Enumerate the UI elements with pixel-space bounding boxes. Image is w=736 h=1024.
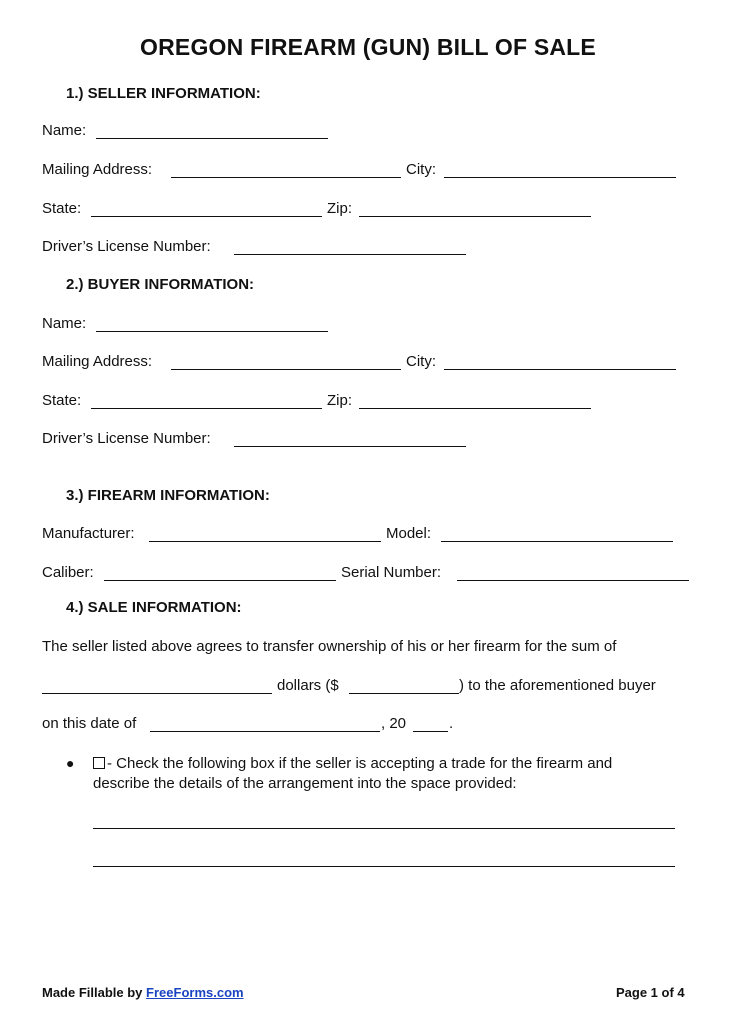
buyer-state-field[interactable] xyxy=(91,408,322,409)
buyer-city-label: City: xyxy=(406,353,436,370)
firearm-section-heading: 3.) FIREARM INFORMATION: xyxy=(66,487,270,504)
model-label: Model: xyxy=(386,525,432,542)
buyer-zip-label: Zip: xyxy=(327,392,353,409)
manufacturer-field[interactable] xyxy=(149,541,381,542)
seller-zip-field[interactable] xyxy=(359,216,591,217)
seller-state-label: State: xyxy=(42,200,82,217)
caliber-label: Caliber: xyxy=(42,564,94,581)
seller-city-field[interactable] xyxy=(444,177,676,178)
seller-name-label: Name: xyxy=(42,122,87,139)
buyer-name-field[interactable] xyxy=(96,331,328,332)
sale-amount-number-field[interactable] xyxy=(349,693,459,694)
sale-section-heading: 4.) SALE INFORMATION: xyxy=(66,599,242,616)
buyer-license-label: Driver’s License Number: xyxy=(42,430,211,447)
seller-zip-label: Zip: xyxy=(327,200,353,217)
date-prefix-text: on this date of xyxy=(42,715,137,732)
trade-checkbox[interactable] xyxy=(93,757,105,769)
serial-number-label: Serial Number: xyxy=(341,564,442,581)
footer-credit xyxy=(42,985,244,1000)
seller-address-field[interactable] xyxy=(171,177,401,178)
sale-amount-words-field[interactable] xyxy=(42,693,272,694)
seller-license-field[interactable] xyxy=(234,254,466,255)
buyer-city-field[interactable] xyxy=(444,369,676,370)
document-title: OREGON FIREARM (GUN) BILL OF SALE xyxy=(140,34,596,60)
buyer-zip-field[interactable] xyxy=(359,408,591,409)
trade-instruction-line1: - Check the following box if the seller is accepting a trade for the firearm and xyxy=(107,755,613,772)
seller-state-field[interactable] xyxy=(91,216,322,217)
date-period: . xyxy=(449,715,454,732)
seller-license-label: Driver’s License Number: xyxy=(42,238,211,255)
seller-section-heading: 1.) SELLER INFORMATION: xyxy=(66,85,261,102)
sale-year-field[interactable] xyxy=(413,731,448,732)
manufacturer-label: Manufacturer: xyxy=(42,525,135,542)
trade-details-line-2[interactable] xyxy=(93,866,675,867)
buyer-text: ) to the aforementioned buyer xyxy=(459,677,656,694)
trade-instruction-line2: describe the details of the arrangement into the space provided: xyxy=(93,775,517,792)
buyer-license-field[interactable] xyxy=(234,446,466,447)
buyer-address-field[interactable] xyxy=(171,369,401,370)
buyer-address-label: Mailing Address: xyxy=(42,353,153,370)
sale-date-field[interactable] xyxy=(150,731,380,732)
caliber-field[interactable] xyxy=(104,580,336,581)
sale-terms-text: The seller listed above agrees to transfer ownership of his or her firearm for the sum of xyxy=(42,638,617,655)
dollars-text: dollars ($ xyxy=(277,677,339,694)
year-prefix-text: , 20 xyxy=(381,715,407,732)
page-number: Page 1 of 4 xyxy=(616,985,685,1000)
buyer-state-label: State: xyxy=(42,392,82,409)
freeforms-link[interactable]: FreeForms.com xyxy=(146,985,244,1000)
trade-details-line-1[interactable] xyxy=(93,828,675,829)
serial-number-field[interactable] xyxy=(457,580,689,581)
buyer-section-heading: 2.) BUYER INFORMATION: xyxy=(66,276,255,293)
seller-address-label: Mailing Address: xyxy=(42,161,153,178)
model-field[interactable] xyxy=(441,541,673,542)
seller-name-field[interactable] xyxy=(96,138,328,139)
bullet-point: ● xyxy=(66,755,75,771)
seller-city-label: City: xyxy=(406,161,436,178)
footer-made-by-text: Made Fillable by xyxy=(42,985,143,1000)
buyer-name-label: Name: xyxy=(42,315,87,332)
